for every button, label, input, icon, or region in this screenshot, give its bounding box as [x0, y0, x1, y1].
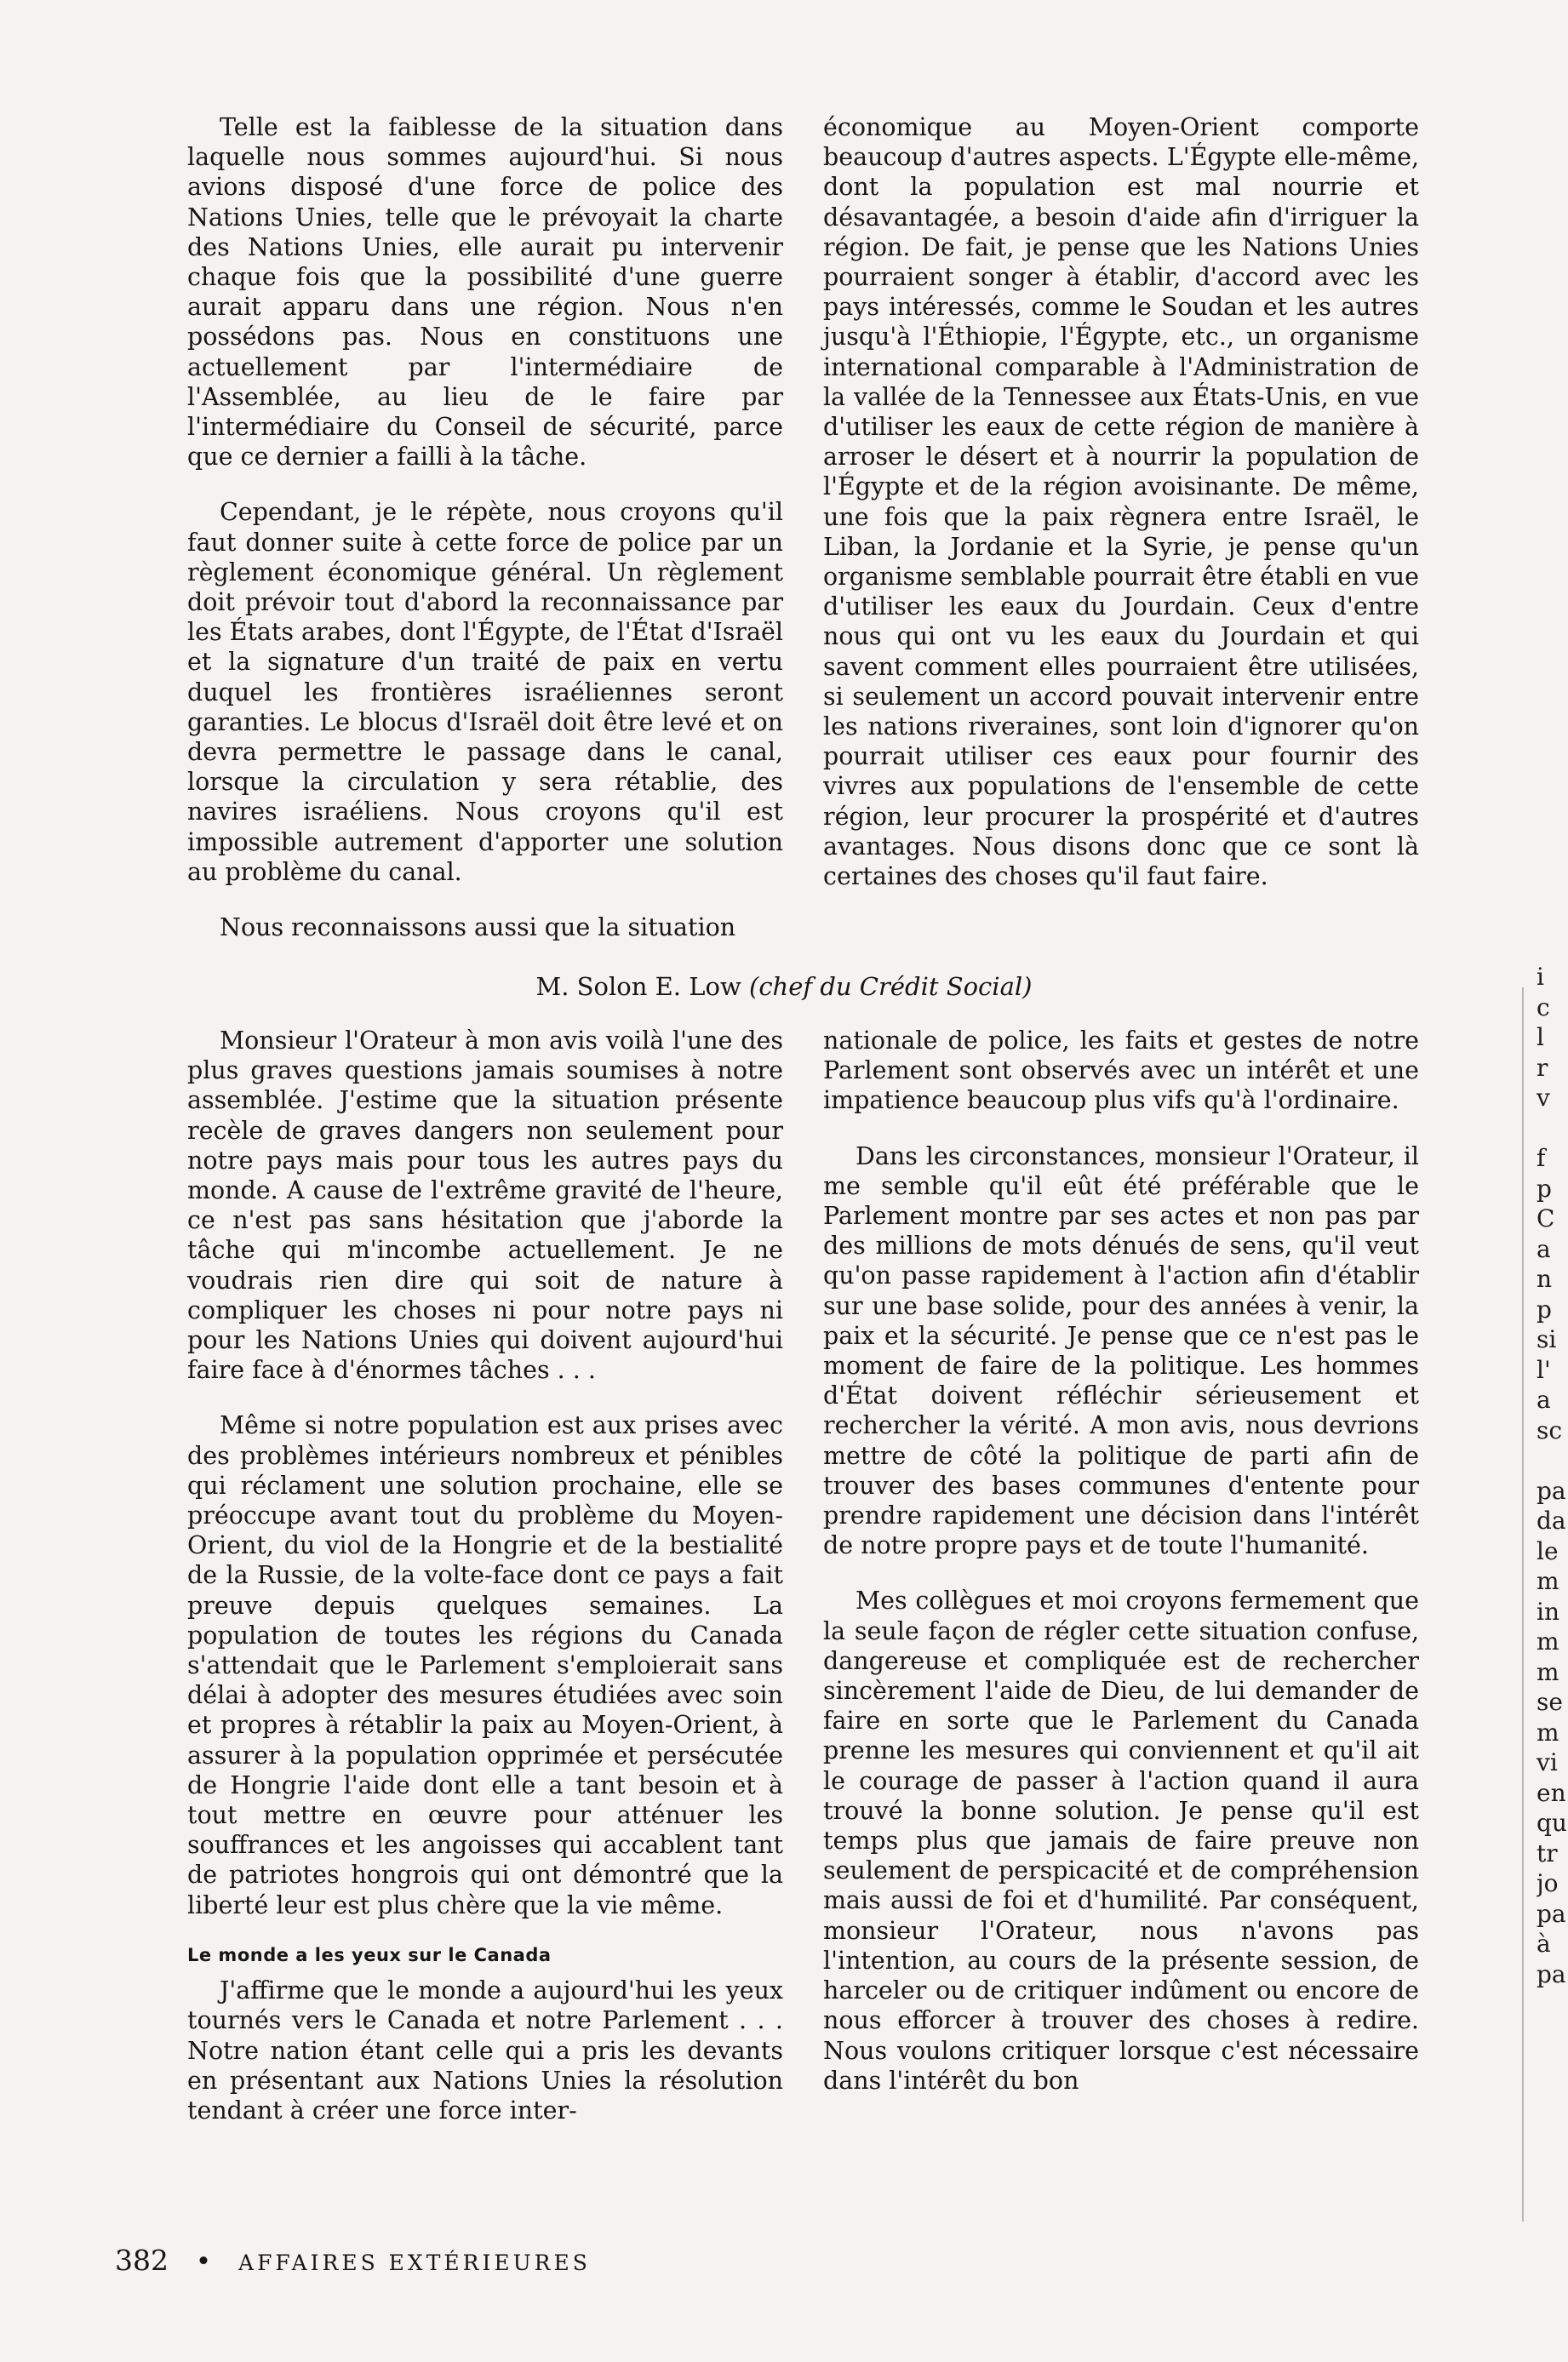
margin-fragment: p [1537, 1295, 1552, 1324]
margin-fragment: pa [1537, 1959, 1566, 1988]
paragraph: Cependant, je le répète, nous croyons qu'il faut donner suite à cette force de police par un règlement économique général. Un règlement doit prévoir tout d'abord la reconnaissance par les États arabes, dont l'Égypte, de l'État d'Israël et la signature d'un traité de paix en vertu duquel les frontières israéliennes seront garanties. Le blocus d'Israël doit être levé et on devra permettre le passage dans le canal, lorsque la circulation y sera rétablie, des navires israéliens. Nous croyons qu'il est impossible autrement d'apporter une solution au problème du canal. [187, 498, 784, 886]
speaker-heading [0, 972, 1568, 1001]
publication-title: AFFAIRES EXTÉRIEURES [238, 2250, 591, 2275]
adjacent-page-margin [1537, 962, 1568, 2256]
margin-fragment [1537, 1113, 1568, 1144]
margin-fragment: i [1537, 963, 1544, 991]
margin-fragment: v [1537, 1084, 1550, 1112]
margin-fragment: l' [1537, 1355, 1551, 1384]
margin-fragment: sc [1537, 1415, 1563, 1444]
margin-fragment: pa [1537, 1899, 1566, 1928]
margin-fragment: f [1537, 1144, 1546, 1172]
margin-fragment: m [1537, 1567, 1559, 1595]
paragraph: Telle est la faiblesse de la situation dans laquelle nous sommes aujourd'hui. Si nous avions disposé d'une force de police des Nations Unies, telle que le prévoyait la charte des Nations Unies, elle aurait pu intervenir chaque fois que la possibilité d'une guerre aurait apparu dans une région. Nous n'en possédons pas. Nous en constituons une actuellement par l'intermédiaire de l'Assemblée, au lieu de le faire par l'intermédiaire du Conseil de sécurité, parce que ce dernier a failli à la tâche. [187, 113, 783, 472]
footer-bullet: • [195, 2246, 212, 2277]
margin-fragment: da [1537, 1507, 1566, 1535]
paragraph: économique au Moyen-Orient comporte beaucoup d'autres aspects. L'Égypte elle-même, dont la population est mal nourrie et désavantagée, a besoin d'aide afin d'irriguer la région. De fait, je pense que les Nations Unies pourraient songer à établir, d'accord avec les pays intéressés, comme le Soudan et les autres jusqu'à l'Éthiopie, l'Égypte, etc., un organisme international comparable à l'Administration de la vallée de la Tennessee aux États-Unis, en vue d'utiliser les eaux de cette région de manière à arroser le désert et à nourrir la population de l'Égypte et de la région avoisinante. De même, une fois que la paix règnera entre Israël, le Liban, la Jordanie et la Syrie, je pense qu'un organisme semblable pourrait être établi en vue d'utiliser les eaux du Jourdain. Ceux d'entre nous qui ont vu les eaux du Jourdain et qui savent comment elles pourraient être utilisées, si seulement un accord pouvait intervenir entre les nations riveraines, sont loin d'ignorer qu'on pourrait utiliser ces eaux pour fournir des vivres aux populations de l'ensemble de cette région, leur procurer la prospérité et d'autres avantages. Nous disons donc que ce sont là certaines des choses qu'il faut faire. [823, 113, 1419, 891]
margin-fragment: in [1537, 1597, 1559, 1626]
margin-fragment: r [1537, 1053, 1548, 1082]
section-subheading: Le monde a les yeux sur le Canada [187, 1944, 552, 1965]
speaker-name: M. Solon E. Low [535, 972, 741, 1001]
margin-fragment: C [1537, 1204, 1555, 1232]
margin-fragment: pa [1537, 1476, 1566, 1505]
margin-fragment: à [1537, 1930, 1551, 1958]
paragraph: Monsieur l'Orateur à mon avis voilà l'une des plus graves questions jamais soumises à notre assemblée. J'estime que la situation présente recèle de graves dangers non seulement pour notre pays mais pour tous les autres pays du monde. A cause de l'extrême gravité de l'heure, ce n'est pas sans hésitation que j'aborde la tâche qui m'incombe actuellement. Je ne voudrais rien dire qui soit de nature à compliquer les choses ni pour notre pays ni pour les Nations Unies qui doivent aujourd'hui faire face à d'énormes tâches . . . [187, 1027, 783, 1385]
page-number: 382 [115, 2244, 169, 2277]
paragraph: J'affirme que le monde a aujourd'hui les yeux tournés vers le Canada et notre Parlement . . . Notre nation étant celle qui a pris les devants en présentant aux Nations Unies la résolution tendant à créer une force inter- [187, 1976, 783, 2125]
margin-fragment: p [1537, 1174, 1552, 1203]
margin-fragment: se [1537, 1688, 1563, 1716]
speaker-role: (chef du Crédit Social) [749, 972, 1033, 1001]
page-edge-line [1522, 987, 1524, 2222]
page-footer [115, 2244, 591, 2277]
column-top-right [823, 112, 1419, 891]
margin-fragment: m [1537, 1627, 1559, 1656]
margin-fragment: n [1537, 1265, 1553, 1293]
column-bottom-left [187, 1026, 783, 2125]
margin-fragment: le [1537, 1536, 1559, 1565]
margin-fragment: en [1537, 1778, 1566, 1807]
paragraph: Nous reconnaissons aussi que la situation [220, 913, 736, 942]
paragraph: Mes collègues et moi croyons fermement que la seule façon de régler cette situation confuse, dangereuse et compliquée est de rechercher sincèrement l'aide de Dieu, de lui demander de faire en sorte que le Parlement du Canada prenne les mesures qui conviennent et qu'il ait le courage de passer à l'action quand il aura trouvé la bonne solution. Je pense qu'il est temps plus que jamais de faire preuve non seulement de perspicacité et de compréhension mais aussi de foi et d'humilité. Par conséquent, monsieur l'Orateur, nous n'avons pas l'intention, au cours de la présente session, de harceler ou de critiquer indûment ou encore de nous efforcer à trouver des choses à redire. Nous voulons critiquer lorsque c'est nécessaire dans l'intérêt du bon [823, 1587, 1419, 2095]
margin-fragment: si [1537, 1325, 1557, 1353]
margin-fragment: l [1537, 1023, 1544, 1051]
margin-fragment: jo [1537, 1869, 1559, 1897]
paragraph: Dans les circonstances, monsieur l'Orateur, il me semble qu'il eût été préférable que le Parlement montre par ses actes et non pas par des millions de mots dénués de sens, qu'il veut qu'on passe rapidement à l'action afin d'établir sur une base solide, pour des années à venir, la paix et la sécurité. Je pense que ce n'est pas le moment de faire de la politique. Les hommes d'État doivent réfléchir sérieusement et rechercher la vérité. A mon avis, nous devrions mettre de côté la politique de parti afin de trouver des bases communes d'entente pour prendre rapidement une décision dans l'intérêt de notre propre pays et de toute l'humanité. [823, 1141, 1419, 1560]
margin-fragment: m [1537, 1718, 1559, 1747]
column-bottom-right [823, 1026, 1419, 2096]
margin-fragment: m [1537, 1657, 1559, 1686]
margin-fragment [1537, 1445, 1568, 1476]
margin-fragment: tr [1537, 1839, 1558, 1867]
margin-fragment: qu [1537, 1809, 1567, 1837]
margin-fragment: c [1537, 992, 1550, 1021]
column-top-left [187, 112, 783, 942]
paragraph: nationale de police, les faits et gestes de notre Parlement sont observés avec un intérêt et une impatience beaucoup plus vifs qu'à l'ordinaire. [823, 1027, 1419, 1115]
margin-fragment: a [1537, 1386, 1551, 1414]
margin-fragment: vi [1537, 1748, 1558, 1776]
margin-fragment: a [1537, 1234, 1551, 1263]
paragraph: Même si notre population est aux prises avec des problèmes intérieurs nombreux et pénibles qui réclament une solution prochaine, elle se préoccupe avant tout du problème du Moyen-Orient, du viol de la Hongrie et de la bestialité de la Russie, de la volte-face dont ce pays a fait preuve depuis quelques semaines. La population de toutes les régions du Canada s'attendait que le Parlement s'emploierait sans délai à adopter des mesures étudiées avec soin et propres à rétablir la paix au Moyen-Orient, à assurer à la population opprimée et persécutée de Hongrie l'aide dont elle a tant besoin et à tout mettre en œuvre pour atténuer les souffrances et les angoisses qui accablent tant de patriotes hongrois qui ont démontré que la liberté leur est plus chère que la vie même. [187, 1411, 783, 1919]
